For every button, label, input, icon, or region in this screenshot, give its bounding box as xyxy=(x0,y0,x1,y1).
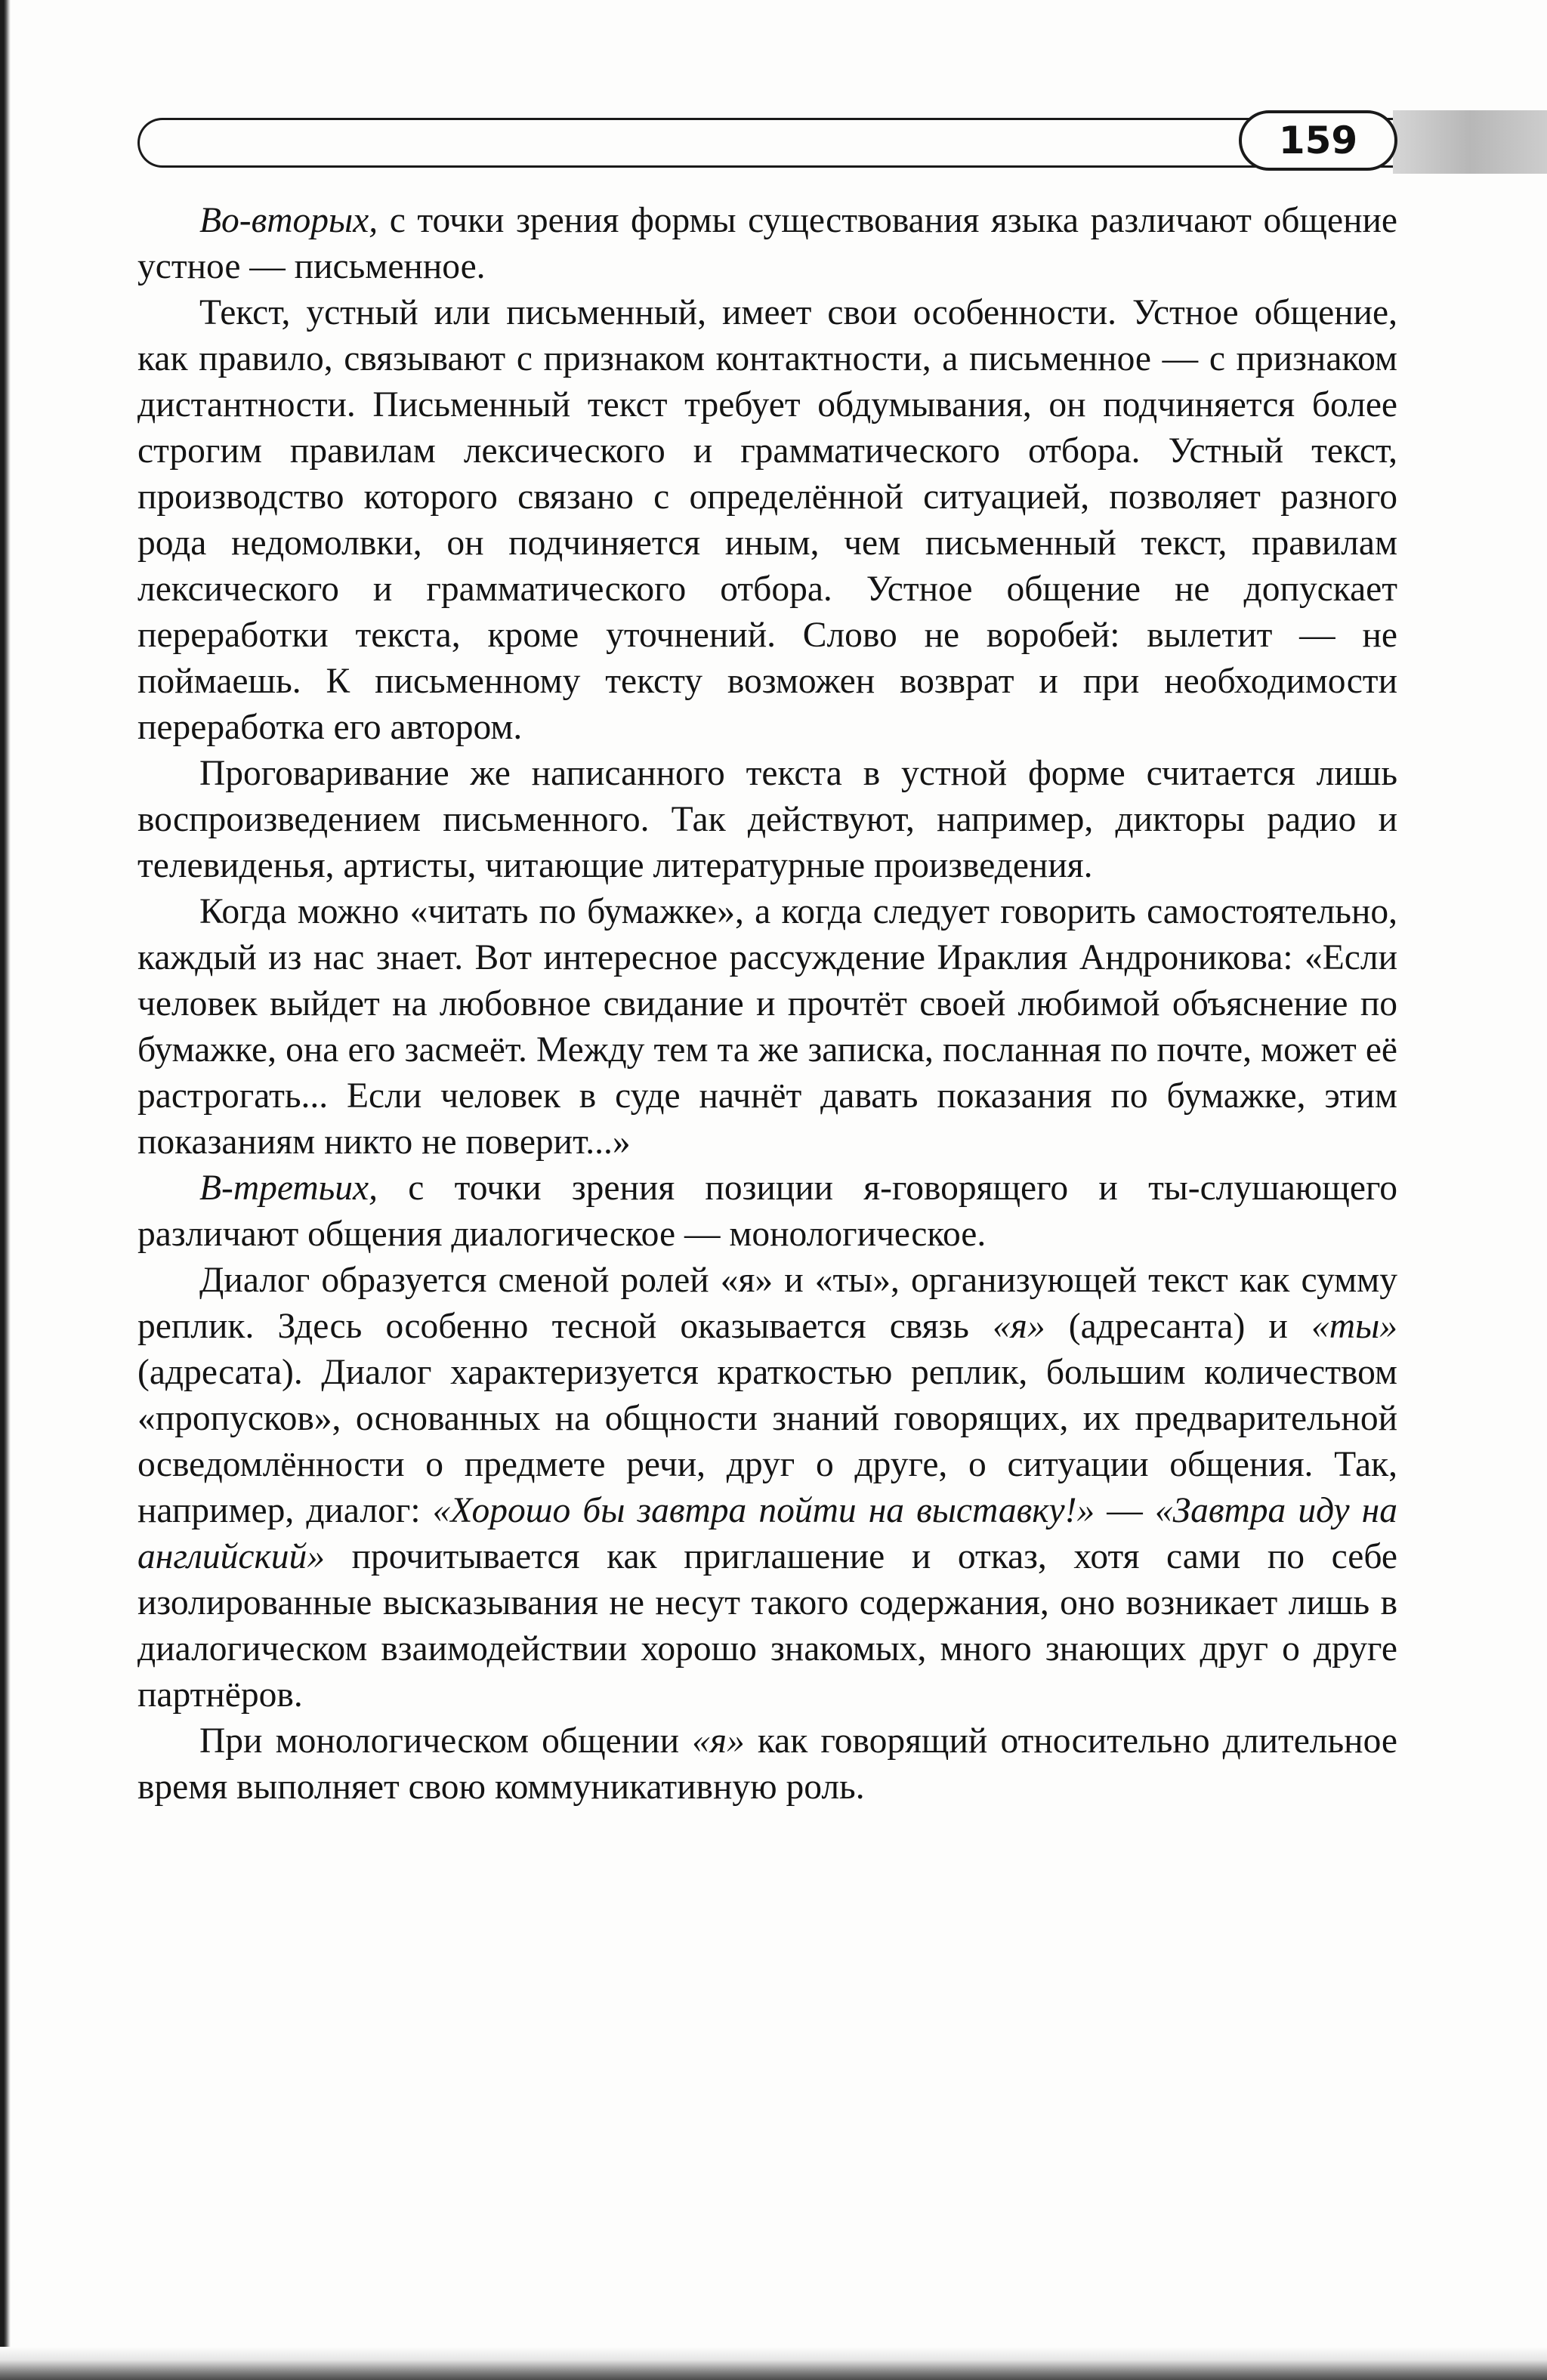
paragraph xyxy=(137,1165,1397,1258)
paragraph-text: (адресата). Диалог характеризуется краткостью реплик, большим количеством «пропусков», основанных на общности знаний говорящих, их предварительной осведомлённости о предмете речи, друг о друге, о ситуации общения. Так, например, диалог: xyxy=(137,1353,1397,1530)
paragraph-text: — xyxy=(1095,1491,1155,1530)
italic-term: «ты» xyxy=(1311,1307,1397,1346)
header-tab-strip xyxy=(1393,110,1547,174)
paragraph xyxy=(137,1718,1397,1810)
running-header-frame xyxy=(137,118,1399,168)
paragraph-text: с точки зрения позиции я-говорящего и ты-слушающего различают общения диалогическое — монологическое. xyxy=(137,1168,1397,1254)
paragraph-text: Диалог образуется сменой ролей «я» и «ты», организующей текст как сумму реплик. Здесь особенно тесной оказывается связь xyxy=(137,1261,1397,1346)
italic-quote: «Завтра иду на английский» xyxy=(137,1491,1397,1576)
paragraph: Проговаривание же написанного текста в устной форме считается лишь воспроизведением письменного. Так действуют, например, дикторы радио и телевиденья, артисты, читающие литературные произведения. xyxy=(137,754,1397,885)
italic-term: Во-вторых, xyxy=(199,201,378,240)
italic-quote: «Хорошо бы завтра пойти на выставку!» xyxy=(432,1491,1095,1530)
paragraph xyxy=(137,1258,1397,1718)
paragraph xyxy=(137,198,1397,290)
page-number: 159 xyxy=(1239,110,1397,171)
paragraph-text: (адресанта) и xyxy=(1045,1307,1312,1346)
page-binding-shadow xyxy=(0,0,11,2380)
paragraph-text: прочитывается как приглашение и отказ, хотя сами по себе изолированные высказывания не несут такого содержания, оно возникает лишь в диалогическом взаимодействии хорошо знакомых, много знающих друг о друге партнёров. xyxy=(137,1537,1397,1715)
paragraph: Текст, устный или письменный, имеет свои особенности. Устное общение, как правило, связывают с признаком контактности, а письменное — с признаком дистантности. Письменный текст требует обдумывания, он подчиняется более строгим правилам лексического и грамматического отбора. Устный текст, производство которого связано с определённой ситуацией, позволяет разного рода недомолвки, он подчиняется иным, чем письменный текст, правилам лексического и грамматического отбора. Устное общение не допускает переработки текста, кроме уточнений. Слово не воробей: вылетит — не поймаешь. К письменному тексту возможен возврат и при необходимости переработка его автором. xyxy=(137,293,1397,747)
paragraph: Когда можно «читать по бумажке», а когда следует говорить самостоятельно, каждый из нас знает. Вот интересное рассуждение Ираклия Андроникова: «Если человек выйдет на любовное свидание и прочтёт своей любимой объяснение по бумажке, она его засмеёт. Между тем та же записка, посланная по почте, может её растрогать... Если человек в суде начнёт давать показания по бумажке, этим показаниям никто не поверит...» xyxy=(137,892,1397,1162)
italic-term: В-третьих, xyxy=(199,1168,378,1208)
paragraph-text: При монологическом общении xyxy=(199,1721,693,1761)
paragraph-text: с точки зрения формы существования языка различают общение устное — письменное. xyxy=(137,201,1397,286)
body-text xyxy=(137,198,1397,1810)
italic-term: «я» xyxy=(993,1307,1045,1346)
italic-term: «я» xyxy=(692,1721,745,1761)
page-bottom-shadow xyxy=(0,2347,1547,2380)
paragraph-text: как говорящий относительно длительное время выполняет свою коммуникативную роль. xyxy=(137,1721,1397,1807)
